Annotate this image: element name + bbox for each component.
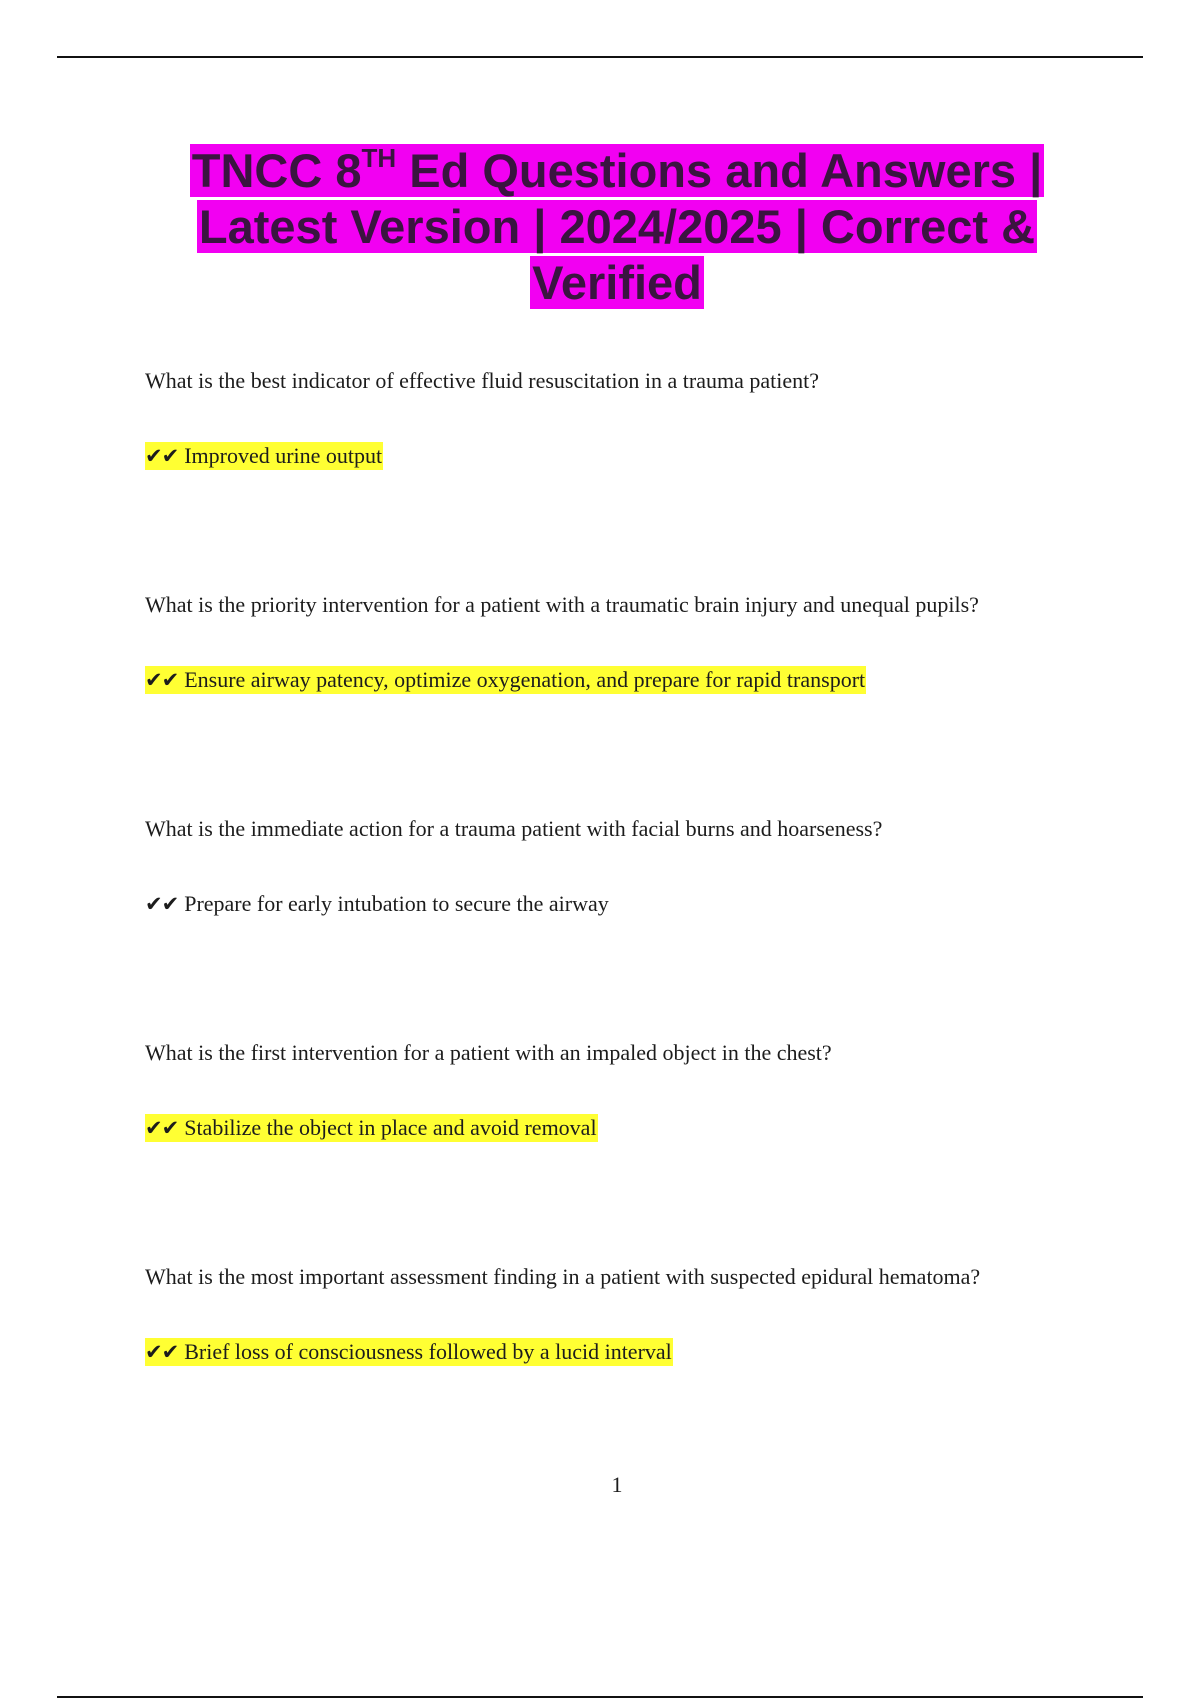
qa-item	[145, 1039, 1145, 1142]
document-title	[150, 143, 1084, 311]
answer-text: Stabilize the object in place and avoid removal	[184, 1115, 597, 1140]
answer-highlight	[145, 442, 383, 470]
top-divider	[57, 56, 1143, 58]
title-superscript: TH	[361, 143, 397, 173]
question-text: What is the first intervention for a patient with an impaled object in the chest?	[145, 1040, 832, 1065]
title-text-part2: Ed Questions and Answers | Latest Version | 2024/2025 | Correct & Verified	[198, 144, 1043, 309]
double-check-icon: ✔✔	[145, 444, 179, 468]
answer-highlight	[145, 1338, 673, 1366]
double-check-icon: ✔✔	[145, 892, 179, 916]
answer-row	[145, 666, 1145, 694]
answer-row	[145, 442, 1145, 470]
double-check-icon: ✔✔	[145, 668, 179, 692]
double-check-icon: ✔✔	[145, 1116, 179, 1140]
bottom-divider	[57, 1696, 1143, 1698]
qa-item	[145, 815, 1145, 918]
qa-item	[145, 367, 1145, 470]
answer-text: Brief loss of consciousness followed by a lucid interval	[184, 1339, 672, 1364]
answer-row	[145, 1114, 1145, 1142]
qa-item	[145, 1263, 1145, 1366]
double-check-icon: ✔✔	[145, 1340, 179, 1364]
question-text: What is the priority intervention for a patient with a traumatic brain injury and unequal pupils?	[145, 592, 979, 617]
qa-item	[145, 591, 1145, 694]
answer-plain	[145, 890, 610, 918]
answer-highlight	[145, 666, 866, 694]
answer-text: Prepare for early intubation to secure the airway	[184, 891, 609, 916]
title-text-part1: TNCC 8	[191, 144, 362, 197]
answer-row	[145, 1338, 1145, 1366]
question-text: What is the best indicator of effective fluid resuscitation in a trauma patient?	[145, 368, 820, 393]
answer-highlight	[145, 1114, 598, 1142]
question-text: What is the most important assessment finding in a patient with suspected epidural hematoma?	[145, 1264, 981, 1289]
title-highlight	[190, 144, 1044, 309]
answer-text: Improved urine output	[184, 443, 383, 468]
question-text: What is the immediate action for a trauma patient with facial burns and hoarseness?	[145, 816, 883, 841]
answer-row	[145, 890, 1145, 918]
answer-text: Ensure airway patency, optimize oxygenation, and prepare for rapid transport	[184, 667, 866, 692]
page-number: 1	[611, 1472, 623, 1497]
